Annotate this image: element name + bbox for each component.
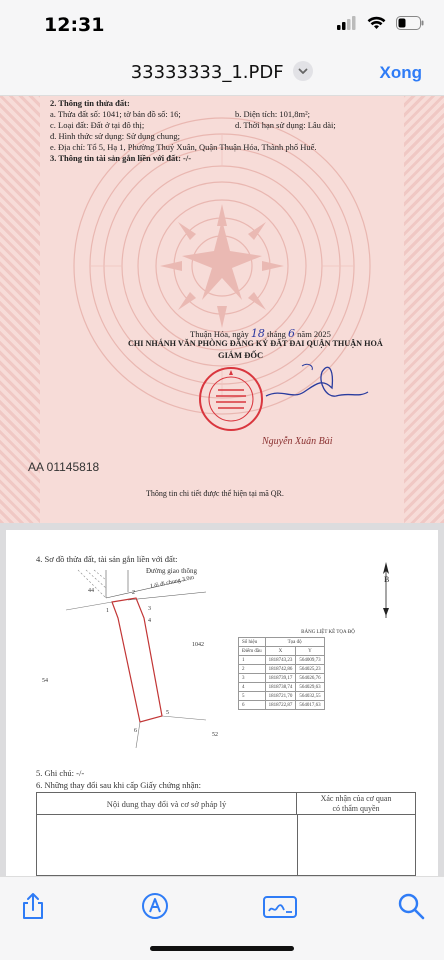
table-cell: 1818738,74 (265, 683, 296, 692)
point-label-5: 5 (166, 710, 169, 716)
coordinate-table (238, 637, 325, 710)
changes-col-confirmation (297, 793, 415, 815)
share-icon[interactable] (18, 891, 48, 921)
parcel-address: e. Địa chỉ: Tổ 5, Hạ 1, Phường Thuỷ Xuân, Quận Thuận Hóa, Thành phố Huế. (50, 142, 317, 152)
table-cell: 564026,76 (296, 674, 324, 683)
issue-month-label: tháng (267, 329, 286, 339)
director-signature (262, 358, 372, 418)
home-indicator (150, 946, 294, 951)
wifi-icon (367, 16, 386, 30)
table-cell: 564025,23 (296, 665, 324, 674)
qr-note: Thông tin chi tiết được thể hiện tại mã QR. (146, 489, 284, 498)
document-nav-bar (0, 50, 444, 96)
battery-icon (396, 16, 424, 30)
coordinate-table-wrap (238, 630, 418, 710)
point-label-3: 3 (148, 606, 151, 612)
section-3-heading: 3. Thông tin tài sản gắn liền với đất: -/- (50, 153, 192, 163)
point-label-6: 6 (134, 728, 137, 734)
point-label-2: 2 (132, 590, 135, 596)
parcel-number: a. Thửa đất số: 1041; tờ bản đồ số: 16; (50, 109, 181, 119)
table-header-cell: Y (296, 647, 324, 656)
document-title: 33333333_1.PDF (130, 62, 284, 83)
parcel-diagram (42, 570, 246, 750)
official-stamp (198, 366, 264, 432)
table-header-cell: Tọa độ (265, 638, 324, 647)
parcel-label-54: 54 (42, 678, 48, 684)
north-arrow-icon (378, 560, 394, 620)
issue-day: 18 (250, 327, 265, 340)
decorative-border-left (0, 96, 40, 523)
pdf-page-1 (0, 96, 444, 523)
changes-col-content: Nội dung thay đổi và cơ sở pháp lý (37, 793, 297, 815)
table-row (239, 701, 325, 710)
section-5-heading: 5. Ghi chú: -/- (36, 768, 85, 778)
section-4-heading: 4. Sơ đồ thửa đất, tài sản gắn liền với đất: (36, 554, 178, 564)
table-cell: 564029,63 (296, 683, 324, 692)
table-cell: 1818721,70 (265, 692, 296, 701)
table-cell: 5 (239, 692, 266, 701)
table-cell: 6 (239, 701, 266, 710)
certificate-serial: AA 01145818 (28, 460, 100, 474)
point-label-1: 1 (106, 608, 109, 614)
north-label: B (384, 575, 390, 584)
table-cell: 4 (239, 683, 266, 692)
table-header-row (239, 638, 325, 647)
parcel-label-44: 44 (88, 588, 94, 594)
changes-table (36, 792, 416, 876)
parcel-area: b. Diện tích: 101,8m²; (235, 109, 311, 119)
director-title: GIÁM ĐỐC (218, 350, 264, 360)
table-header-cell: X (265, 647, 296, 656)
search-icon[interactable] (396, 891, 426, 921)
document-title-button[interactable] (0, 62, 444, 83)
section-6-heading: 6. Những thay đổi sau khi cấp Giấy chứng nhận: (36, 780, 202, 790)
signer-name: Nguyễn Xuân Bài (262, 436, 333, 447)
issue-month: 6 (288, 327, 296, 340)
table-cell: 564032,55 (296, 692, 324, 701)
status-icons (337, 16, 424, 30)
table-header-row (239, 647, 325, 656)
table-cell: 1818742,86 (265, 665, 296, 674)
table-divider (297, 815, 298, 877)
status-time: 12:31 (44, 14, 105, 36)
issuing-office: CHI NHÁNH VĂN PHÒNG ĐĂNG KÝ ĐẤT ĐAI QUẬN THUẬN HOÁ (128, 339, 383, 348)
changes-col-confirmation-line1: Xác nhận của cơ quan (320, 794, 392, 803)
status-bar (0, 0, 444, 50)
issue-date-prefix: Thuận Hóa, ngày (190, 329, 249, 339)
sign-icon[interactable] (262, 891, 298, 921)
table-cell: 564017,63 (296, 701, 324, 710)
point-label-4: 4 (148, 618, 151, 624)
table-row (239, 692, 325, 701)
table-row (239, 674, 325, 683)
parcel-label-1042: 1042 (192, 642, 204, 648)
table-cell: 564009,73 (296, 656, 324, 665)
table-cell: 2 (239, 665, 266, 674)
table-cell: 3 (239, 674, 266, 683)
section-2-heading: 2. Thông tin thửa đất: (50, 98, 130, 108)
shared-path-label: Lối đi chung 3.0m (150, 574, 195, 590)
done-button[interactable]: Xong (379, 63, 422, 82)
table-header-cell: Số hiệu (239, 638, 266, 647)
parcel-label-52: 52 (212, 732, 218, 738)
land-type: c. Loại đất: Đất ở tại đô thị; (50, 120, 145, 130)
table-row (239, 683, 325, 692)
pdf-viewer[interactable] (0, 96, 444, 876)
table-row (239, 656, 325, 665)
pdf-page-2 (6, 530, 438, 876)
cellular-signal-icon (337, 16, 357, 30)
table-cell: 1818739,17 (265, 674, 296, 683)
table-cell: 1818743,23 (265, 656, 296, 665)
issue-year: năm 2025 (297, 329, 331, 339)
decorative-border-right (404, 96, 444, 523)
table-header-cell: Điểm đầu (239, 647, 266, 656)
road-label: Đường giao thông (146, 567, 198, 575)
chevron-down-icon[interactable] (293, 61, 313, 81)
table-cell: 1818722,87 (265, 701, 296, 710)
table-cell: 1 (239, 656, 266, 665)
coordinate-table-title: BẢNG LIỆT KÊ TỌA ĐỘ (301, 630, 355, 635)
changes-col-confirmation-line2: có thẩm quyền (332, 804, 380, 813)
markup-icon[interactable] (140, 891, 170, 921)
table-row (239, 665, 325, 674)
usage-form: đ. Hình thức sử dụng: Sử dụng chung; (50, 131, 180, 141)
land-term: d. Thời hạn sử dụng: Lâu dài; (235, 120, 336, 130)
